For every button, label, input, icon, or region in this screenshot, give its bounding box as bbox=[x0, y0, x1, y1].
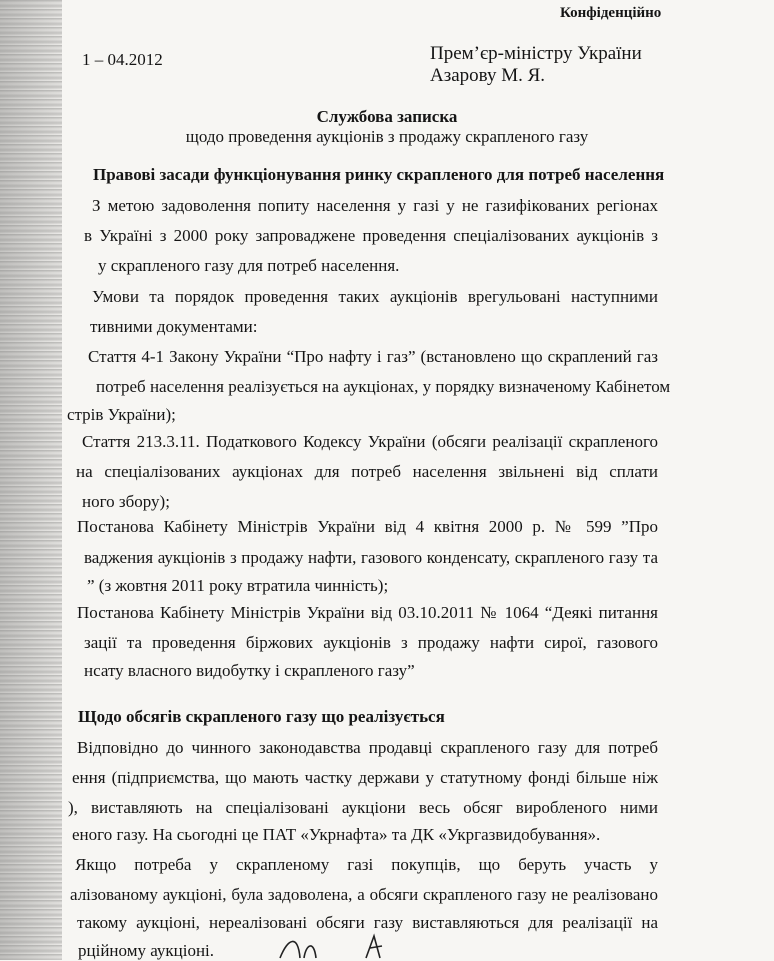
paragraph-line: на спеціалізованих аукціонах для потреб населення звільнені від сплати bbox=[76, 462, 658, 481]
paragraph-line: ” (з жовтня 2011 року втратила чинність); bbox=[87, 576, 389, 595]
paragraph-line: у скрапленого газу для потреб населення. bbox=[98, 256, 400, 275]
paragraph-line: алізованому аукціоні, була задоволена, а обсяги скрапленого газу не реалізовано bbox=[70, 885, 658, 904]
section-heading-volumes: Щодо обсягів скрапленого газу що реалізується bbox=[78, 707, 445, 726]
paragraph-line: тивними документами: bbox=[90, 317, 258, 336]
paragraph-line: такому аукціоні, нереалізовані обсяги газу виставляються для реалізації на bbox=[77, 913, 658, 932]
section-heading-legal: Правові засади функціонування ринку скрапленого для потреб населення bbox=[93, 165, 665, 184]
paragraph-line: Якщо потреба у скрапленому газі покупців, що беруть участь у bbox=[75, 855, 658, 874]
paragraph-line: Відповідно до чинного законодавства продавці скрапленого газу для потреб bbox=[77, 738, 658, 757]
paragraph-line: З метою задоволення попиту населення у газі у не газифікованих регіонах bbox=[92, 196, 658, 215]
paragraph-line: ного збору); bbox=[82, 492, 170, 511]
paragraph-line: потреб населення реалізується на аукціонах, у порядку визначеному Кабінетом bbox=[96, 377, 671, 396]
paragraph-line: Постанова Кабінету Міністрів України від 03.10.2011 № 1064 “Деякі питання bbox=[77, 603, 658, 622]
confidential-mark: Конфіденційно bbox=[560, 5, 662, 21]
paragraph-line: еного газу. На сьогодні це ПАТ «Укрнафта» та ДК «Укргазвидобування». bbox=[72, 825, 601, 844]
paragraph-line: ), виставляють на спеціалізовані аукціони весь обсяг виробленого ними bbox=[68, 798, 658, 817]
paragraph-line: ваджения аукціонів з продажу нафти, газового конденсату, скрапленого газу та bbox=[84, 548, 658, 567]
signature-mark bbox=[270, 930, 410, 960]
paragraph-line: Умови та порядок проведення таких аукціонів врегульовані наступними bbox=[92, 287, 658, 306]
paragraph-line: стрів України); bbox=[67, 405, 176, 424]
paragraph-line: Постанова Кабінету Міністрів України від 4 квітня 2000 р. № 599 ”Про bbox=[77, 517, 658, 536]
paragraph-line: Стаття 213.3.11. Податкового Кодексу України (обсяги реалізації скрапленого bbox=[82, 432, 658, 451]
paragraph-line: в Україні з 2000 року запроваджене проведення спеціалізованих аукціонів з bbox=[84, 226, 658, 245]
paragraph-line: Стаття 4-1 Закону України “Про нафту і газ” (встановлено що скраплений газ bbox=[88, 347, 658, 366]
memo-title: Службова записка bbox=[316, 107, 458, 126]
paragraph-line: ення (підприємства, що мають частку держави у статутному фонді більше ніж bbox=[72, 768, 658, 787]
addressee-line-1: Прем’єр-міністру України bbox=[430, 43, 642, 64]
paragraph-line: нсату власного видобутку і скрапленого газу” bbox=[84, 661, 415, 680]
addressee-line-2: Азарову М. Я. bbox=[430, 65, 546, 86]
document-date: 1 – 04.2012 bbox=[82, 50, 163, 69]
memo-subtitle: щодо проведення аукціонів з продажу скрапленого газу bbox=[185, 127, 589, 146]
paragraph-line: зації та проведення біржових аукціонів з продажу нафти сирої, газового bbox=[84, 633, 658, 652]
paragraph-line: рційному аукціоні. bbox=[78, 941, 215, 960]
